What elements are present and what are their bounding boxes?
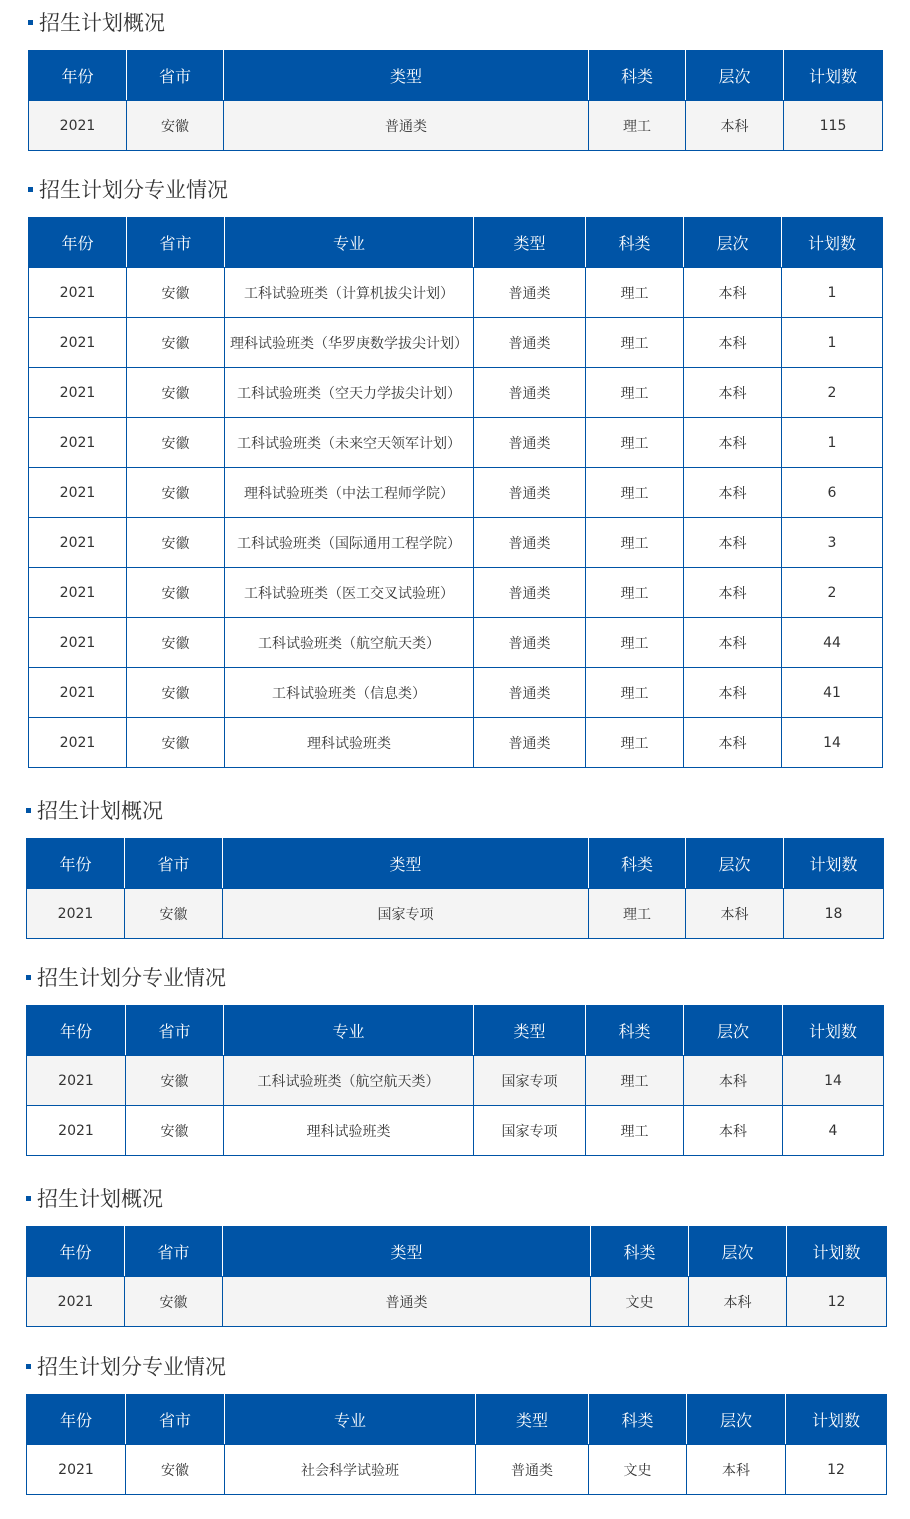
column-header: 科类 xyxy=(586,1006,684,1056)
table-cell: 工科试验班类（未来空天领军计划） xyxy=(225,418,474,468)
table-cell: 社会科学试验班 xyxy=(225,1445,476,1495)
column-header: 年份 xyxy=(27,1006,126,1056)
column-header: 层次 xyxy=(684,1006,783,1056)
column-header: 省市 xyxy=(127,51,224,101)
table-cell: 安徽 xyxy=(127,418,225,468)
table-cell: 普通类 xyxy=(474,518,586,568)
table-cell: 理工 xyxy=(586,368,684,418)
table-cell: 理科试验班类 xyxy=(225,718,474,768)
column-header: 类型 xyxy=(224,51,589,101)
table-cell: 2021 xyxy=(27,1277,125,1327)
table-cell: 2021 xyxy=(29,101,127,151)
section-title: 招生计划分专业情况 xyxy=(26,961,226,995)
table-cell: 安徽 xyxy=(125,889,223,939)
table-cell: 14 xyxy=(782,718,883,768)
table-cell: 本科 xyxy=(684,568,782,618)
section-title: 招生计划概况 xyxy=(26,794,163,828)
table-row xyxy=(29,668,883,718)
table-cell: 理工 xyxy=(589,889,686,939)
table-cell: 安徽 xyxy=(127,668,225,718)
table-cell: 本科 xyxy=(684,268,782,318)
table-row xyxy=(29,568,883,618)
table-row xyxy=(27,1056,884,1106)
table-cell: 1 xyxy=(782,418,883,468)
table-cell: 14 xyxy=(783,1056,884,1106)
plan-overview-table xyxy=(26,1226,887,1327)
column-header: 计划数 xyxy=(784,839,884,889)
column-header: 层次 xyxy=(686,839,784,889)
square-bullet-icon xyxy=(28,20,33,25)
table-cell: 本科 xyxy=(684,718,782,768)
table-cell: 本科 xyxy=(684,518,782,568)
table-row xyxy=(27,1277,887,1327)
table-cell: 2021 xyxy=(29,568,127,618)
section-title: 招生计划概况 xyxy=(28,6,165,40)
table-cell: 1 xyxy=(782,268,883,318)
table-cell: 理工 xyxy=(589,101,686,151)
table-cell: 3 xyxy=(782,518,883,568)
column-header: 省市 xyxy=(127,218,225,268)
table-cell: 普通类 xyxy=(474,268,586,318)
table-cell: 理科试验班类（华罗庚数学拔尖计划） xyxy=(225,318,474,368)
column-header: 层次 xyxy=(687,1395,786,1445)
table-cell: 12 xyxy=(787,1277,887,1327)
column-header: 科类 xyxy=(589,51,686,101)
table-cell: 工科试验班类（国际通用工程学院） xyxy=(225,518,474,568)
column-header: 层次 xyxy=(686,51,784,101)
table-cell: 理工 xyxy=(586,668,684,718)
column-header: 年份 xyxy=(27,1227,125,1277)
square-bullet-icon xyxy=(26,808,31,813)
table-cell: 安徽 xyxy=(127,318,225,368)
column-header: 年份 xyxy=(29,218,127,268)
column-header: 类型 xyxy=(476,1395,589,1445)
column-header: 计划数 xyxy=(783,1006,884,1056)
column-header: 省市 xyxy=(125,1227,223,1277)
plan-overview-table xyxy=(26,838,884,939)
table-cell: 2021 xyxy=(29,718,127,768)
table-header-row xyxy=(27,1227,887,1277)
table-cell: 工科试验班类（空天力学拔尖计划） xyxy=(225,368,474,418)
square-bullet-icon xyxy=(28,187,33,192)
table-cell: 12 xyxy=(786,1445,887,1495)
table-cell: 国家专项 xyxy=(223,889,589,939)
section-title: 招生计划分专业情况 xyxy=(28,173,228,207)
plan-overview-table xyxy=(28,50,883,151)
table-cell: 2 xyxy=(782,568,883,618)
table-cell: 工科试验班类（航空航天类） xyxy=(225,618,474,668)
table-cell: 工科试验班类（计算机拔尖计划） xyxy=(225,268,474,318)
column-header: 计划数 xyxy=(786,1395,887,1445)
table-cell: 理工 xyxy=(586,1106,684,1156)
table-cell: 国家专项 xyxy=(474,1056,586,1106)
table-cell: 41 xyxy=(782,668,883,718)
column-header: 年份 xyxy=(27,839,125,889)
plan-by-major-table xyxy=(28,217,883,768)
table-row xyxy=(29,718,883,768)
table-cell: 本科 xyxy=(684,1056,783,1106)
table-cell: 安徽 xyxy=(127,268,225,318)
table-header-row xyxy=(29,51,883,101)
table-cell: 2021 xyxy=(27,1106,126,1156)
table-cell: 安徽 xyxy=(127,368,225,418)
table-row xyxy=(29,318,883,368)
column-header: 类型 xyxy=(474,218,586,268)
column-header: 专业 xyxy=(225,218,474,268)
column-header: 层次 xyxy=(689,1227,787,1277)
column-header: 计划数 xyxy=(784,51,883,101)
table-cell: 理工 xyxy=(586,468,684,518)
table-cell: 理工 xyxy=(586,318,684,368)
column-header: 省市 xyxy=(126,1395,225,1445)
column-header: 科类 xyxy=(589,1395,687,1445)
table-cell: 普通类 xyxy=(474,318,586,368)
table-cell: 本科 xyxy=(684,618,782,668)
table-cell: 44 xyxy=(782,618,883,668)
table-row xyxy=(29,468,883,518)
table-cell: 普通类 xyxy=(474,618,586,668)
table-cell: 普通类 xyxy=(224,101,589,151)
column-header: 层次 xyxy=(684,218,782,268)
table-cell: 2021 xyxy=(29,468,127,518)
table-cell: 文史 xyxy=(589,1445,687,1495)
column-header: 年份 xyxy=(27,1395,126,1445)
column-header: 计划数 xyxy=(787,1227,887,1277)
table-cell: 安徽 xyxy=(127,718,225,768)
table-cell: 安徽 xyxy=(127,468,225,518)
section-title: 招生计划概况 xyxy=(26,1182,163,1216)
plan-by-major-table xyxy=(26,1005,884,1156)
column-header: 类型 xyxy=(223,1227,591,1277)
column-header: 专业 xyxy=(225,1395,476,1445)
table-cell: 安徽 xyxy=(127,101,224,151)
table-cell: 本科 xyxy=(684,468,782,518)
table-cell: 115 xyxy=(784,101,883,151)
column-header: 省市 xyxy=(125,839,223,889)
table-cell: 安徽 xyxy=(126,1056,224,1106)
table-cell: 国家专项 xyxy=(474,1106,586,1156)
table-cell: 普通类 xyxy=(474,568,586,618)
table-row xyxy=(27,1445,887,1495)
plan-by-major-table xyxy=(26,1394,887,1495)
square-bullet-icon xyxy=(26,1196,31,1201)
table-row xyxy=(29,418,883,468)
table-cell: 2021 xyxy=(27,1056,126,1106)
table-row xyxy=(27,889,884,939)
table-header-row xyxy=(27,1006,884,1056)
table-cell: 普通类 xyxy=(474,468,586,518)
table-cell: 普通类 xyxy=(474,368,586,418)
table-row xyxy=(29,518,883,568)
table-cell: 工科试验班类（航空航天类） xyxy=(224,1056,474,1106)
table-cell: 1 xyxy=(782,318,883,368)
table-cell: 理工 xyxy=(586,568,684,618)
table-cell: 2021 xyxy=(29,518,127,568)
column-header: 科类 xyxy=(586,218,684,268)
table-cell: 安徽 xyxy=(126,1106,224,1156)
table-cell: 4 xyxy=(783,1106,884,1156)
table-cell: 安徽 xyxy=(127,568,225,618)
table-cell: 普通类 xyxy=(476,1445,589,1495)
table-header-row xyxy=(29,218,883,268)
table-cell: 安徽 xyxy=(127,618,225,668)
table-cell: 2021 xyxy=(29,668,127,718)
column-header: 类型 xyxy=(223,839,589,889)
table-cell: 2 xyxy=(782,368,883,418)
table-cell: 本科 xyxy=(684,318,782,368)
table-cell: 理工 xyxy=(586,618,684,668)
column-header: 计划数 xyxy=(782,218,883,268)
table-cell: 本科 xyxy=(684,668,782,718)
table-cell: 2021 xyxy=(29,268,127,318)
table-cell: 理工 xyxy=(586,518,684,568)
table-cell: 2021 xyxy=(29,418,127,468)
table-cell: 本科 xyxy=(687,1445,786,1495)
table-row xyxy=(29,368,883,418)
table-cell: 理工 xyxy=(586,268,684,318)
table-cell: 本科 xyxy=(684,368,782,418)
table-cell: 理工 xyxy=(586,1056,684,1106)
table-header-row xyxy=(27,1395,887,1445)
column-header: 专业 xyxy=(224,1006,474,1056)
table-cell: 2021 xyxy=(29,368,127,418)
square-bullet-icon xyxy=(26,975,31,980)
table-cell: 安徽 xyxy=(127,518,225,568)
table-cell: 文史 xyxy=(591,1277,689,1327)
table-cell: 普通类 xyxy=(474,718,586,768)
column-header: 省市 xyxy=(126,1006,224,1056)
table-cell: 本科 xyxy=(684,1106,783,1156)
table-cell: 工科试验班类（医工交叉试验班） xyxy=(225,568,474,618)
column-header: 年份 xyxy=(29,51,127,101)
table-cell: 安徽 xyxy=(126,1445,225,1495)
table-row xyxy=(29,101,883,151)
table-cell: 安徽 xyxy=(125,1277,223,1327)
column-header: 类型 xyxy=(474,1006,586,1056)
table-cell: 本科 xyxy=(689,1277,787,1327)
table-cell: 普通类 xyxy=(474,418,586,468)
table-cell: 2021 xyxy=(29,618,127,668)
table-cell: 2021 xyxy=(27,889,125,939)
column-header: 科类 xyxy=(591,1227,689,1277)
table-cell: 工科试验班类（信息类） xyxy=(225,668,474,718)
column-header: 科类 xyxy=(589,839,686,889)
table-row xyxy=(29,268,883,318)
table-cell: 本科 xyxy=(686,889,784,939)
table-header-row xyxy=(27,839,884,889)
section-title: 招生计划分专业情况 xyxy=(26,1350,226,1384)
table-row xyxy=(27,1106,884,1156)
table-cell: 普通类 xyxy=(223,1277,591,1327)
table-cell: 理工 xyxy=(586,418,684,468)
table-cell: 本科 xyxy=(686,101,784,151)
table-cell: 2021 xyxy=(27,1445,126,1495)
table-row xyxy=(29,618,883,668)
table-cell: 理科试验班类 xyxy=(224,1106,474,1156)
table-cell: 理科试验班类（中法工程师学院） xyxy=(225,468,474,518)
table-cell: 理工 xyxy=(586,718,684,768)
table-cell: 本科 xyxy=(684,418,782,468)
table-cell: 2021 xyxy=(29,318,127,368)
table-cell: 普通类 xyxy=(474,668,586,718)
square-bullet-icon xyxy=(26,1364,31,1369)
table-cell: 18 xyxy=(784,889,884,939)
table-cell: 6 xyxy=(782,468,883,518)
